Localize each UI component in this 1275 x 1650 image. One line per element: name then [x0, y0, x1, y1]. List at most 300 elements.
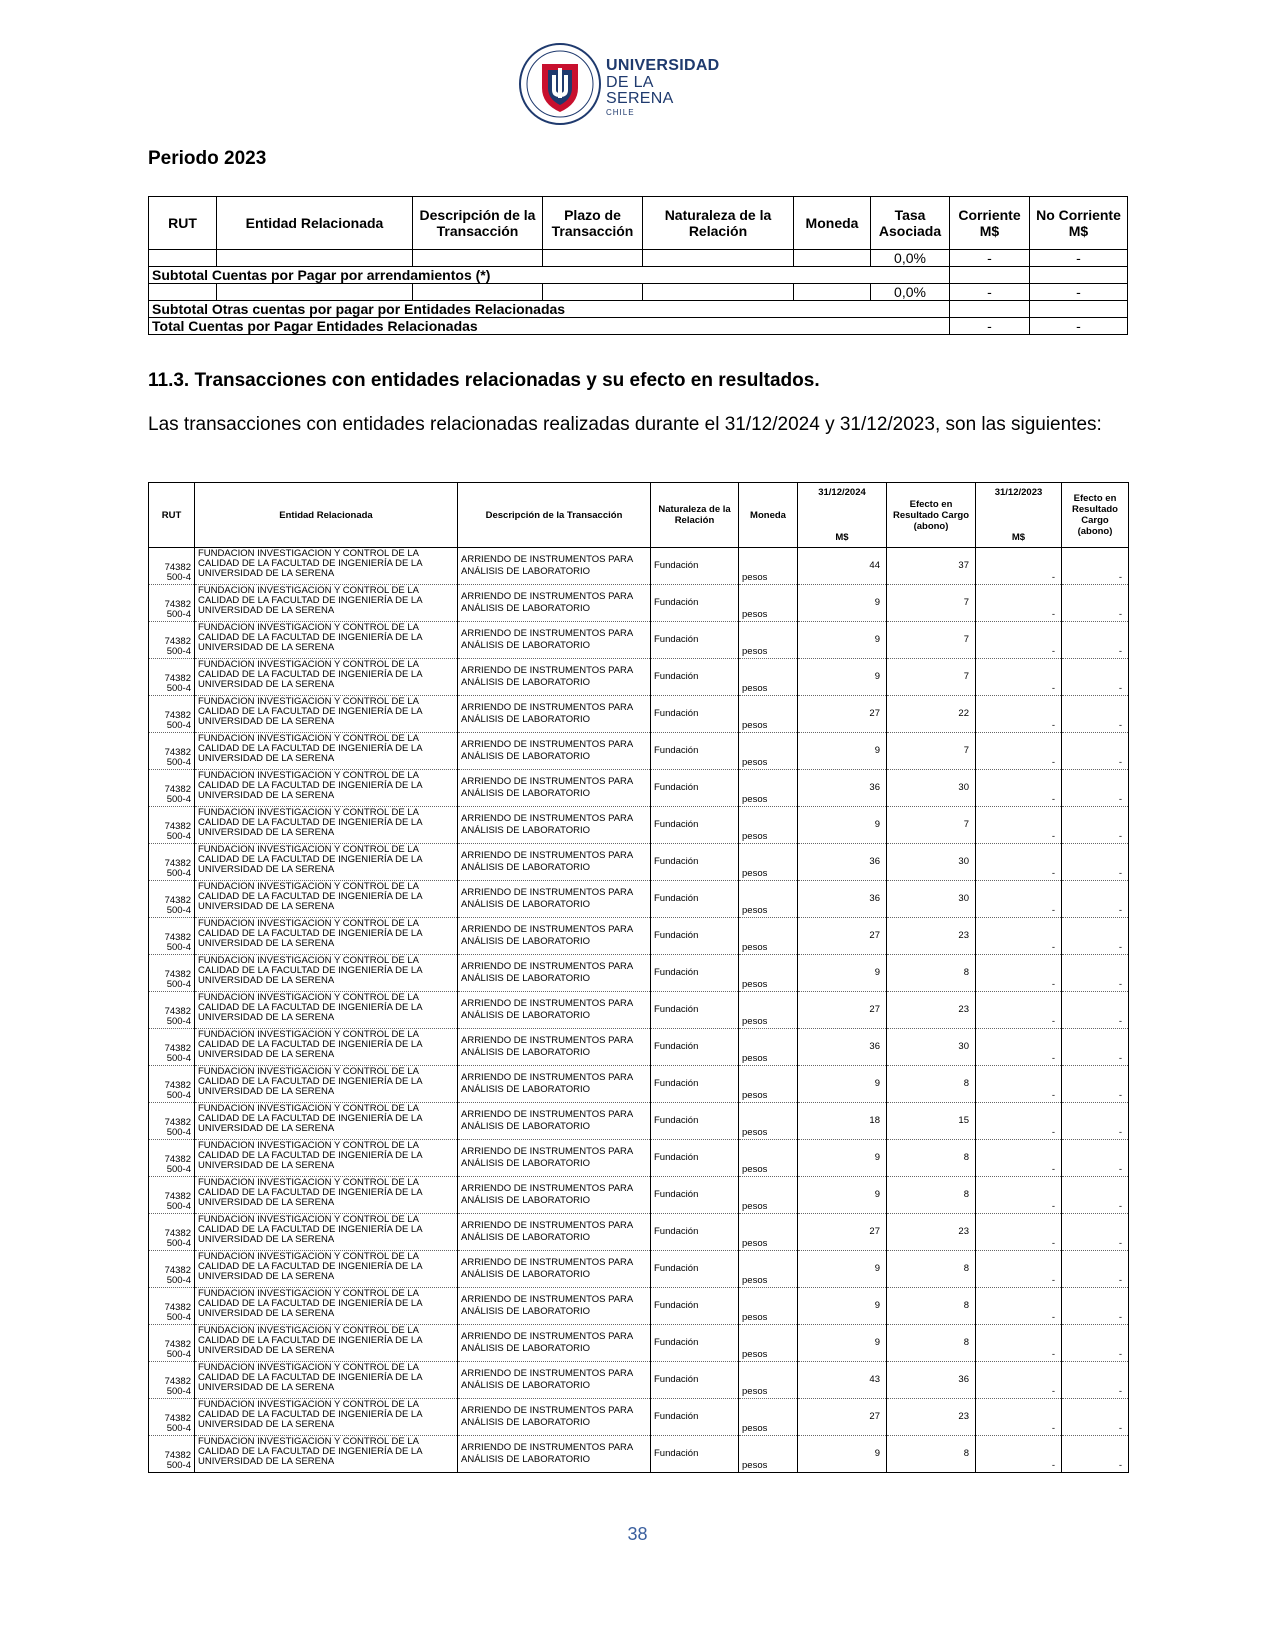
entidad-cell: FUNDACION INVESTIGACION Y CONTROL DE LA CALIDAD DE LA FACULTAD DE INGENIERÍA DE LA UNIVERSIDAD DE LA SERENA [195, 844, 458, 881]
descripcion-cell: ARRIENDO DE INSTRUMENTOS PARA ANÁLISIS DE LABORATORIO [458, 807, 651, 844]
ms-2023-cell: - [976, 807, 1062, 844]
efecto-2024-cell: 7 [887, 733, 976, 770]
naturaleza-cell: Fundación [651, 1103, 739, 1140]
moneda-cell: pesos [739, 659, 798, 696]
rut-cell [149, 1325, 195, 1362]
efecto-2024-cell: 8 [887, 955, 976, 992]
rut-line-1: 74382 [164, 784, 191, 795]
efecto-2024-cell: 7 [887, 659, 976, 696]
ms-2024-cell: 27 [798, 1399, 887, 1436]
efecto-2023-cell: - [1062, 1362, 1129, 1399]
rut-line-1: 74382 [164, 895, 191, 906]
efecto-2023-cell: - [1062, 1177, 1129, 1214]
entidad-cell: FUNDACION INVESTIGACION Y CONTROL DE LA CALIDAD DE LA FACULTAD DE INGENIERÍA DE LA UNIVERSIDAD DE LA SERENA [195, 1140, 458, 1177]
t1-row1-tasa: 0,0% [871, 250, 950, 267]
entidad-cell: FUNDACION INVESTIGACION Y CONTROL DE LA CALIDAD DE LA FACULTAD DE INGENIERÍA DE LA UNIVERSIDAD DE LA SERENA [195, 1214, 458, 1251]
efecto-2024-cell: 8 [887, 1325, 976, 1362]
moneda-cell: pesos [739, 622, 798, 659]
descripcion-cell: ARRIENDO DE INSTRUMENTOS PARA ANÁLISIS DE LABORATORIO [458, 1251, 651, 1288]
moneda-cell: pesos [739, 1103, 798, 1140]
ms-2024-cell: 18 [798, 1103, 887, 1140]
efecto-2023-cell: - [1062, 1029, 1129, 1066]
moneda-cell: pesos [739, 1288, 798, 1325]
ms-2023-cell: - [976, 1288, 1062, 1325]
descripcion-cell: ARRIENDO DE INSTRUMENTOS PARA ANÁLISIS DE LABORATORIO [458, 844, 651, 881]
t1-row1-corriente: - [950, 250, 1030, 267]
t1-header-no-corriente: No Corriente M$ [1030, 197, 1128, 250]
rut-cell [149, 844, 195, 881]
descripcion-cell: ARRIENDO DE INSTRUMENTOS PARA ANÁLISIS DE LABORATORIO [458, 1177, 651, 1214]
descripcion-cell: ARRIENDO DE INSTRUMENTOS PARA ANÁLISIS DE LABORATORIO [458, 918, 651, 955]
table-row [149, 622, 1129, 659]
t1-total-no-corriente: - [1030, 318, 1128, 335]
moneda-cell: pesos [739, 1066, 798, 1103]
moneda-cell: pesos [739, 733, 798, 770]
table-row [149, 1214, 1129, 1251]
t1-row1-no-corriente: - [1030, 250, 1128, 267]
entidad-cell: FUNDACION INVESTIGACION Y CONTROL DE LA CALIDAD DE LA FACULTAD DE INGENIERÍA DE LA UNIVERSIDAD DE LA SERENA [195, 548, 458, 585]
rut-line-2: 500-4 [166, 1016, 191, 1027]
efecto-2024-cell: 8 [887, 1251, 976, 1288]
efecto-2023-cell: - [1062, 1066, 1129, 1103]
t2-header-2023 [976, 483, 1062, 548]
t1-subtotal2-label: Subtotal Otras cuentas por pagar por Entidades Relacionadas [149, 301, 950, 318]
ms-2023-cell: - [976, 585, 1062, 622]
entidad-cell: FUNDACION INVESTIGACION Y CONTROL DE LA CALIDAD DE LA FACULTAD DE INGENIERÍA DE LA UNIVERSIDAD DE LA SERENA [195, 1177, 458, 1214]
efecto-2023-cell: - [1062, 1399, 1129, 1436]
moneda-cell: pesos [739, 548, 798, 585]
rut-cell [149, 548, 195, 585]
efecto-2023-cell: - [1062, 992, 1129, 1029]
entidad-cell: FUNDACION INVESTIGACION Y CONTROL DE LA CALIDAD DE LA FACULTAD DE INGENIERÍA DE LA UNIVERSIDAD DE LA SERENA [195, 622, 458, 659]
entidad-cell: FUNDACION INVESTIGACION Y CONTROL DE LA CALIDAD DE LA FACULTAD DE INGENIERÍA DE LA UNIVERSIDAD DE LA SERENA [195, 1288, 458, 1325]
efecto-2024-cell: 23 [887, 1214, 976, 1251]
rut-cell [149, 1177, 195, 1214]
table-row [149, 1325, 1129, 1362]
efecto-2024-cell: 7 [887, 585, 976, 622]
efecto-2023-cell: - [1062, 1140, 1129, 1177]
naturaleza-cell: Fundación [651, 1436, 739, 1473]
rut-cell [149, 1029, 195, 1066]
ms-2023-cell: - [976, 1362, 1062, 1399]
naturaleza-cell: Fundación [651, 881, 739, 918]
entidad-cell: FUNDACION INVESTIGACION Y CONTROL DE LA CALIDAD DE LA FACULTAD DE INGENIERÍA DE LA UNIVERSIDAD DE LA SERENA [195, 807, 458, 844]
ms-2023-cell: - [976, 1251, 1062, 1288]
entidad-cell: FUNDACION INVESTIGACION Y CONTROL DE LA CALIDAD DE LA FACULTAD DE INGENIERÍA DE LA UNIVERSIDAD DE LA SERENA [195, 881, 458, 918]
ms-2024-cell: 27 [798, 1214, 887, 1251]
efecto-2024-cell: 8 [887, 1140, 976, 1177]
entidad-cell: FUNDACION INVESTIGACION Y CONTROL DE LA CALIDAD DE LA FACULTAD DE INGENIERÍA DE LA UNIVERSIDAD DE LA SERENA [195, 733, 458, 770]
table-row [149, 881, 1129, 918]
t2-header-naturaleza: Naturaleza de la Relación [651, 483, 739, 548]
section-paragraph: Las transacciones con entidades relacionadas realizadas durante el 31/12/2024 y 31/12/2023, son las siguientes: [148, 414, 1102, 435]
naturaleza-cell: Fundación [651, 1177, 739, 1214]
entidad-cell: FUNDACION INVESTIGACION Y CONTROL DE LA CALIDAD DE LA FACULTAD DE INGENIERÍA DE LA UNIVERSIDAD DE LA SERENA [195, 1103, 458, 1140]
ms-2024-cell: 9 [798, 1251, 887, 1288]
ms-2024-cell: 9 [798, 955, 887, 992]
ms-2024-cell: 36 [798, 844, 887, 881]
t2-header-entidad: Entidad Relacionada [195, 483, 458, 548]
t1-header-corriente: Corriente M$ [950, 197, 1030, 250]
t1-header-moneda: Moneda [794, 197, 871, 250]
descripcion-cell: ARRIENDO DE INSTRUMENTOS PARA ANÁLISIS DE LABORATORIO [458, 1436, 651, 1473]
efecto-2023-cell: - [1062, 1214, 1129, 1251]
rut-cell [149, 585, 195, 622]
rut-line-2: 500-4 [166, 942, 191, 953]
rut-line-2: 500-4 [166, 794, 191, 805]
table-row [149, 1029, 1129, 1066]
ms-2024-cell: 43 [798, 1362, 887, 1399]
rut-line-2: 500-4 [166, 720, 191, 731]
naturaleza-cell: Fundación [651, 844, 739, 881]
subtotal-row [149, 267, 1128, 284]
descripcion-cell: ARRIENDO DE INSTRUMENTOS PARA ANÁLISIS DE LABORATORIO [458, 696, 651, 733]
rut-line-2: 500-4 [166, 572, 191, 583]
efecto-2024-cell: 8 [887, 1177, 976, 1214]
rut-line-1: 74382 [164, 1117, 191, 1128]
page-number: 38 [627, 1524, 648, 1544]
rut-line-1: 74382 [164, 1006, 191, 1017]
moneda-cell: pesos [739, 918, 798, 955]
naturaleza-cell: Fundación [651, 1140, 739, 1177]
t1-header-descripcion: Descripción de la Transacción [413, 197, 543, 250]
t2-header-ms-2024: M$ [835, 532, 849, 543]
efecto-2023-cell: - [1062, 733, 1129, 770]
naturaleza-cell: Fundación [651, 733, 739, 770]
t1-total-corriente: - [950, 318, 1030, 335]
ms-2024-cell: 27 [798, 918, 887, 955]
efecto-2023-cell: - [1062, 548, 1129, 585]
moneda-cell: pesos [739, 881, 798, 918]
rut-cell [149, 659, 195, 696]
table-row [149, 1362, 1129, 1399]
ms-2024-cell: 9 [798, 659, 887, 696]
rut-cell [149, 918, 195, 955]
t1-header-plazo: Plazo de Transacción [543, 197, 643, 250]
descripcion-cell: ARRIENDO DE INSTRUMENTOS PARA ANÁLISIS DE LABORATORIO [458, 881, 651, 918]
descripcion-cell: ARRIENDO DE INSTRUMENTOS PARA ANÁLISIS DE LABORATORIO [458, 1214, 651, 1251]
ms-2024-cell: 27 [798, 696, 887, 733]
moneda-cell: pesos [739, 1399, 798, 1436]
entidad-cell: FUNDACION INVESTIGACION Y CONTROL DE LA CALIDAD DE LA FACULTAD DE INGENIERÍA DE LA UNIVERSIDAD DE LA SERENA [195, 955, 458, 992]
ms-2023-cell: - [976, 955, 1062, 992]
rut-line-1: 74382 [164, 1450, 191, 1461]
moneda-cell: pesos [739, 696, 798, 733]
naturaleza-cell: Fundación [651, 1066, 739, 1103]
rut-cell [149, 1399, 195, 1436]
efecto-2024-cell: 30 [887, 770, 976, 807]
efecto-2023-cell: - [1062, 1288, 1129, 1325]
table-row [149, 844, 1129, 881]
descripcion-cell: ARRIENDO DE INSTRUMENTOS PARA ANÁLISIS DE LABORATORIO [458, 659, 651, 696]
efecto-2023-cell: - [1062, 1325, 1129, 1362]
moneda-cell: pesos [739, 1140, 798, 1177]
efecto-2023-cell: - [1062, 585, 1129, 622]
efecto-2024-cell: 22 [887, 696, 976, 733]
rut-cell [149, 992, 195, 1029]
rut-line-1: 74382 [164, 636, 191, 647]
table-row [149, 548, 1129, 585]
efecto-2023-cell: - [1062, 1251, 1129, 1288]
rut-cell [149, 1362, 195, 1399]
rut-line-1: 74382 [164, 747, 191, 758]
efecto-2024-cell: 7 [887, 807, 976, 844]
ms-2023-cell: - [976, 733, 1062, 770]
ms-2023-cell: - [976, 1436, 1062, 1473]
descripcion-cell: ARRIENDO DE INSTRUMENTOS PARA ANÁLISIS DE LABORATORIO [458, 585, 651, 622]
moneda-cell: pesos [739, 1029, 798, 1066]
descripcion-cell: ARRIENDO DE INSTRUMENTOS PARA ANÁLISIS DE LABORATORIO [458, 992, 651, 1029]
efecto-2024-cell: 23 [887, 918, 976, 955]
ms-2024-cell: 9 [798, 622, 887, 659]
descripcion-cell: ARRIENDO DE INSTRUMENTOS PARA ANÁLISIS DE LABORATORIO [458, 1140, 651, 1177]
naturaleza-cell: Fundación [651, 622, 739, 659]
ms-2023-cell: - [976, 1140, 1062, 1177]
descripcion-cell: ARRIENDO DE INSTRUMENTOS PARA ANÁLISIS DE LABORATORIO [458, 1103, 651, 1140]
transactions-body [149, 548, 1129, 1473]
table-row [149, 733, 1129, 770]
ms-2024-cell: 36 [798, 1029, 887, 1066]
ms-2024-cell: 9 [798, 1436, 887, 1473]
university-seal-icon [518, 42, 602, 126]
rut-line-2: 500-4 [166, 1460, 191, 1471]
rut-line-2: 500-4 [166, 905, 191, 916]
ms-2024-cell: 9 [798, 1066, 887, 1103]
t2-header-descripcion: Descripción de la Transacción [458, 483, 651, 548]
entidad-cell: FUNDACION INVESTIGACION Y CONTROL DE LA CALIDAD DE LA FACULTAD DE INGENIERÍA DE LA UNIVERSIDAD DE LA SERENA [195, 1399, 458, 1436]
descripcion-cell: ARRIENDO DE INSTRUMENTOS PARA ANÁLISIS DE LABORATORIO [458, 622, 651, 659]
moneda-cell: pesos [739, 1436, 798, 1473]
table-row [149, 659, 1129, 696]
ms-2023-cell: - [976, 844, 1062, 881]
naturaleza-cell: Fundación [651, 1399, 739, 1436]
rut-line-2: 500-4 [166, 1053, 191, 1064]
rut-line-2: 500-4 [166, 1386, 191, 1397]
ms-2024-cell: 27 [798, 992, 887, 1029]
rut-line-2: 500-4 [166, 683, 191, 694]
efecto-2024-cell: 23 [887, 992, 976, 1029]
t2-header-rut: RUT [149, 483, 195, 548]
rut-line-2: 500-4 [166, 979, 191, 990]
related-transactions-table [148, 482, 1129, 1473]
moneda-cell: pesos [739, 1251, 798, 1288]
efecto-2024-cell: 30 [887, 1029, 976, 1066]
accounts-payable-table [148, 196, 1128, 335]
ms-2024-cell: 9 [798, 1177, 887, 1214]
table-row [149, 807, 1129, 844]
t1-row2-tasa: 0,0% [871, 284, 950, 301]
efecto-2024-cell: 15 [887, 1103, 976, 1140]
t1-header-tasa: Tasa Asociada [871, 197, 950, 250]
rut-line-1: 74382 [164, 1302, 191, 1313]
table-row [149, 284, 1128, 301]
t1-header-entidad: Entidad Relacionada [217, 197, 413, 250]
naturaleza-cell: Fundación [651, 1029, 739, 1066]
ms-2024-cell: 9 [798, 1325, 887, 1362]
ms-2023-cell: - [976, 881, 1062, 918]
rut-cell [149, 807, 195, 844]
efecto-2024-cell: 8 [887, 1066, 976, 1103]
efecto-2023-cell: - [1062, 1436, 1129, 1473]
ms-2023-cell: - [976, 918, 1062, 955]
descripcion-cell: ARRIENDO DE INSTRUMENTOS PARA ANÁLISIS DE LABORATORIO [458, 733, 651, 770]
rut-line-1: 74382 [164, 1265, 191, 1276]
descripcion-cell: ARRIENDO DE INSTRUMENTOS PARA ANÁLISIS DE LABORATORIO [458, 1066, 651, 1103]
rut-cell [149, 1140, 195, 1177]
entidad-cell: FUNDACION INVESTIGACION Y CONTROL DE LA CALIDAD DE LA FACULTAD DE INGENIERÍA DE LA UNIVERSIDAD DE LA SERENA [195, 1325, 458, 1362]
ms-2023-cell: - [976, 1399, 1062, 1436]
naturaleza-cell: Fundación [651, 1362, 739, 1399]
ms-2024-cell: 36 [798, 770, 887, 807]
entidad-cell: FUNDACION INVESTIGACION Y CONTROL DE LA CALIDAD DE LA FACULTAD DE INGENIERÍA DE LA UNIVERSIDAD DE LA SERENA [195, 696, 458, 733]
logo-line-3: CHILE [606, 108, 635, 117]
ms-2023-cell: - [976, 1029, 1062, 1066]
rut-line-2: 500-4 [166, 1090, 191, 1101]
rut-line-1: 74382 [164, 1376, 191, 1387]
ms-2024-cell: 9 [798, 1140, 887, 1177]
rut-line-2: 500-4 [166, 1201, 191, 1212]
table-row [149, 1177, 1129, 1214]
naturaleza-cell: Fundación [651, 696, 739, 733]
efecto-2023-cell: - [1062, 844, 1129, 881]
naturaleza-cell: Fundación [651, 1288, 739, 1325]
total-row [149, 318, 1128, 335]
table1-header-row [149, 197, 1128, 250]
efecto-2023-cell: - [1062, 881, 1129, 918]
rut-line-1: 74382 [164, 1191, 191, 1202]
ms-2023-cell: - [976, 1103, 1062, 1140]
moneda-cell: pesos [739, 1214, 798, 1251]
rut-line-2: 500-4 [166, 1312, 191, 1323]
descripcion-cell: ARRIENDO DE INSTRUMENTOS PARA ANÁLISIS DE LABORATORIO [458, 1325, 651, 1362]
entidad-cell: FUNDACION INVESTIGACION Y CONTROL DE LA CALIDAD DE LA FACULTAD DE INGENIERÍA DE LA UNIVERSIDAD DE LA SERENA [195, 1029, 458, 1066]
table-row [149, 1103, 1129, 1140]
table-row [149, 1251, 1129, 1288]
table-row [149, 770, 1129, 807]
rut-cell [149, 1251, 195, 1288]
moneda-cell: pesos [739, 807, 798, 844]
ms-2024-cell: 9 [798, 1288, 887, 1325]
entidad-cell: FUNDACION INVESTIGACION Y CONTROL DE LA CALIDAD DE LA FACULTAD DE INGENIERÍA DE LA UNIVERSIDAD DE LA SERENA [195, 1362, 458, 1399]
logo-line-2: DE LA SERENA [606, 74, 674, 107]
moneda-cell: pesos [739, 770, 798, 807]
naturaleza-cell: Fundación [651, 807, 739, 844]
descripcion-cell: ARRIENDO DE INSTRUMENTOS PARA ANÁLISIS DE LABORATORIO [458, 1362, 651, 1399]
descripcion-cell: ARRIENDO DE INSTRUMENTOS PARA ANÁLISIS DE LABORATORIO [458, 1288, 651, 1325]
efecto-2023-cell: - [1062, 955, 1129, 992]
ms-2024-cell: 9 [798, 733, 887, 770]
naturaleza-cell: Fundación [651, 992, 739, 1029]
ms-2023-cell: - [976, 1177, 1062, 1214]
efecto-2023-cell: - [1062, 1103, 1129, 1140]
ms-2023-cell: - [976, 1066, 1062, 1103]
t1-subtotal1-label: Subtotal Cuentas por Pagar por arrendamientos (*) [149, 267, 950, 284]
ms-2023-cell: - [976, 659, 1062, 696]
naturaleza-cell: Fundación [651, 1214, 739, 1251]
ms-2023-cell: - [976, 770, 1062, 807]
rut-line-1: 74382 [164, 673, 191, 684]
ms-2023-cell: - [976, 1214, 1062, 1251]
moneda-cell: pesos [739, 992, 798, 1029]
ms-2024-cell: 44 [798, 548, 887, 585]
moneda-cell: pesos [739, 844, 798, 881]
naturaleza-cell: Fundación [651, 955, 739, 992]
efecto-2023-cell: - [1062, 807, 1129, 844]
university-logo [518, 42, 718, 122]
entidad-cell: FUNDACION INVESTIGACION Y CONTROL DE LA CALIDAD DE LA FACULTAD DE INGENIERÍA DE LA UNIVERSIDAD DE LA SERENA [195, 585, 458, 622]
efecto-2024-cell: 36 [887, 1362, 976, 1399]
table-row [149, 696, 1129, 733]
table-row [149, 585, 1129, 622]
rut-line-1: 74382 [164, 858, 191, 869]
t2-header-efecto-2024: Efecto en Resultado Cargo (abono) [887, 483, 976, 548]
rut-line-1: 74382 [164, 599, 191, 610]
table-row [149, 918, 1129, 955]
moneda-cell: pesos [739, 1177, 798, 1214]
t2-header-date-2023: 31/12/2023 [994, 487, 1043, 498]
efecto-2023-cell: - [1062, 770, 1129, 807]
efecto-2023-cell: - [1062, 622, 1129, 659]
moneda-cell: pesos [739, 955, 798, 992]
entidad-cell: FUNDACION INVESTIGACION Y CONTROL DE LA CALIDAD DE LA FACULTAD DE INGENIERÍA DE LA UNIVERSIDAD DE LA SERENA [195, 1436, 458, 1473]
entidad-cell: FUNDACION INVESTIGACION Y CONTROL DE LA CALIDAD DE LA FACULTAD DE INGENIERÍA DE LA UNIVERSIDAD DE LA SERENA [195, 992, 458, 1029]
rut-line-2: 500-4 [166, 1349, 191, 1360]
table2-header-row [149, 483, 1129, 548]
subtotal-row [149, 301, 1128, 318]
table-row [149, 1399, 1129, 1436]
ms-2023-cell: - [976, 696, 1062, 733]
table-row [149, 1066, 1129, 1103]
t1-header-rut: RUT [149, 197, 217, 250]
efecto-2024-cell: 7 [887, 622, 976, 659]
rut-line-2: 500-4 [166, 868, 191, 879]
rut-cell [149, 1288, 195, 1325]
t2-header-date-2024: 31/12/2024 [818, 487, 866, 498]
ms-2023-cell: - [976, 992, 1062, 1029]
descripcion-cell: ARRIENDO DE INSTRUMENTOS PARA ANÁLISIS DE LABORATORIO [458, 1399, 651, 1436]
rut-cell [149, 622, 195, 659]
moneda-cell: pesos [739, 1362, 798, 1399]
efecto-2023-cell: - [1062, 696, 1129, 733]
rut-line-1: 74382 [164, 932, 191, 943]
period-title: Periodo 2023 [148, 148, 267, 169]
rut-cell [149, 955, 195, 992]
t1-row2-corriente: - [950, 284, 1030, 301]
rut-cell [149, 1214, 195, 1251]
t2-header-moneda: Moneda [739, 483, 798, 548]
efecto-2024-cell: 8 [887, 1436, 976, 1473]
table-row [149, 955, 1129, 992]
rut-line-1: 74382 [164, 562, 191, 573]
ms-2023-cell: - [976, 622, 1062, 659]
rut-cell [149, 696, 195, 733]
table-row [149, 1140, 1129, 1177]
ms-2024-cell: 36 [798, 881, 887, 918]
rut-line-1: 74382 [164, 1413, 191, 1424]
entidad-cell: FUNDACION INVESTIGACION Y CONTROL DE LA CALIDAD DE LA FACULTAD DE INGENIERÍA DE LA UNIVERSIDAD DE LA SERENA [195, 1251, 458, 1288]
t1-row2-no-corriente: - [1030, 284, 1128, 301]
entidad-cell: FUNDACION INVESTIGACION Y CONTROL DE LA CALIDAD DE LA FACULTAD DE INGENIERÍA DE LA UNIVERSIDAD DE LA SERENA [195, 1066, 458, 1103]
rut-line-1: 74382 [164, 1080, 191, 1091]
naturaleza-cell: Fundación [651, 659, 739, 696]
table-row [149, 1288, 1129, 1325]
descripcion-cell: ARRIENDO DE INSTRUMENTOS PARA ANÁLISIS DE LABORATORIO [458, 770, 651, 807]
t1-header-naturaleza: Naturaleza de la Relación [643, 197, 794, 250]
efecto-2024-cell: 30 [887, 881, 976, 918]
naturaleza-cell: Fundación [651, 1325, 739, 1362]
rut-line-1: 74382 [164, 1339, 191, 1350]
naturaleza-cell: Fundación [651, 770, 739, 807]
